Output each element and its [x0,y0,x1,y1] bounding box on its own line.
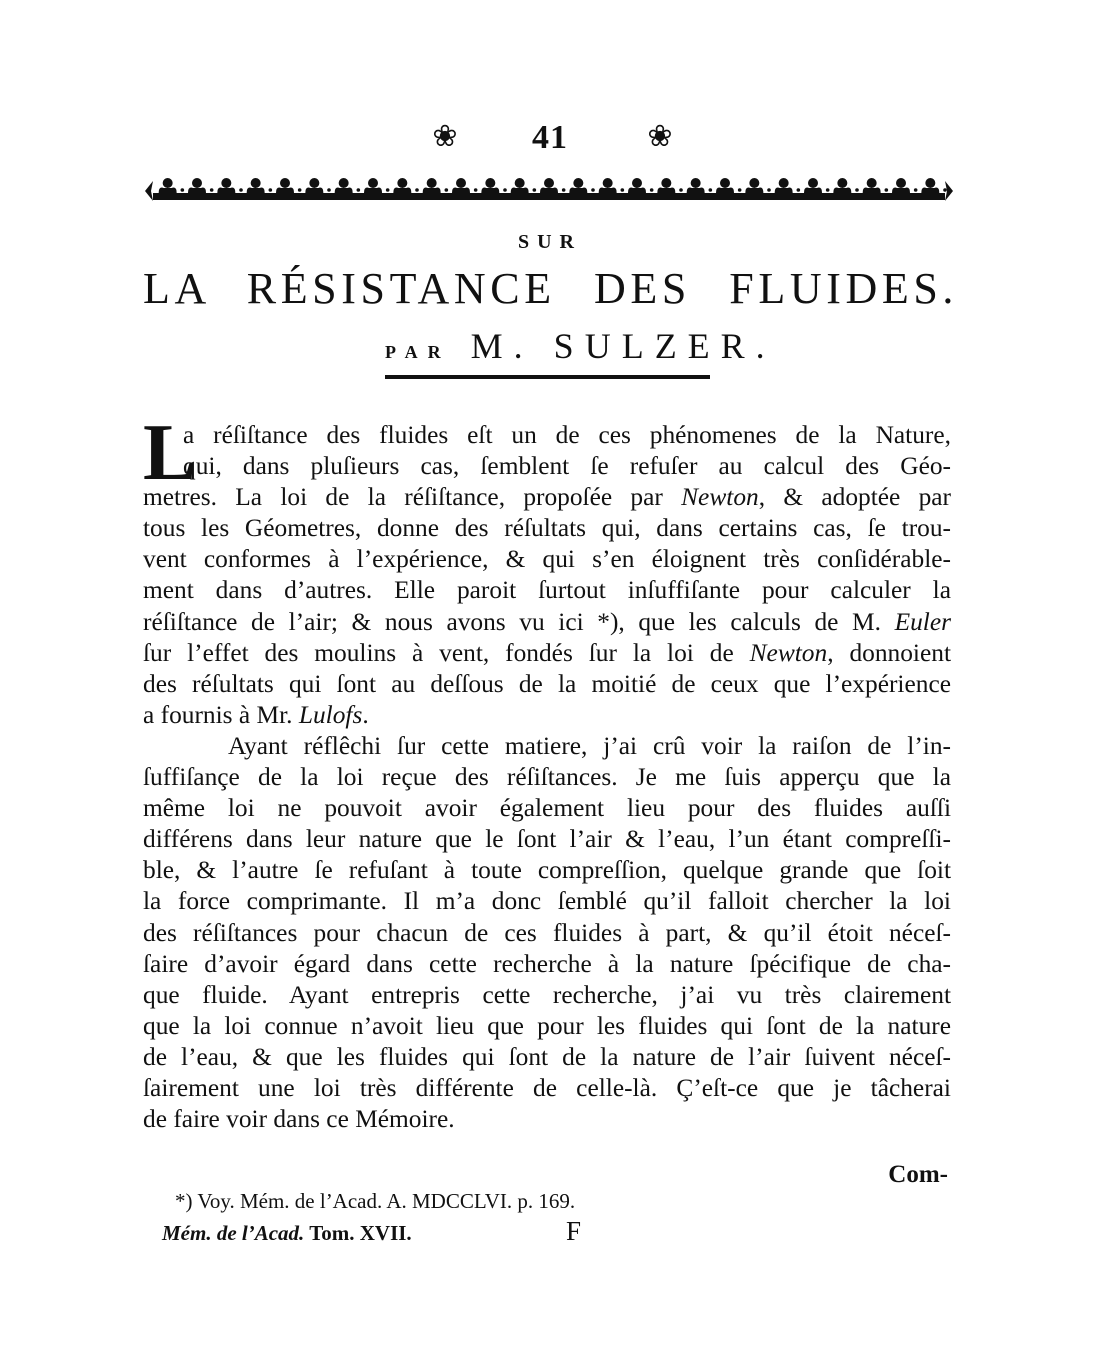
border-crown-base [833,188,851,193]
border-crown [896,178,906,188]
footer-citation [162,1219,412,1247]
title-prefix: SUR [517,231,582,253]
border-dot [533,188,537,192]
border-dot [327,188,331,192]
border-crown [368,178,378,188]
page-number: 41 [532,119,568,156]
border-crown-base [305,188,323,193]
text-line: ment dans d’autres. Elle paroit ſurtout inſuffiſante pour calculer la [143,576,951,605]
footer-journal: Mém. de l’Acad. [162,1221,305,1245]
border-crown [573,178,583,188]
border-crown [515,178,525,188]
drop-cap: L [143,409,197,497]
border-crown [925,178,935,188]
border-crown [309,178,319,188]
border-dot [797,188,801,192]
text-run: , donnoient [827,638,951,667]
border-crown [749,178,759,188]
border-dot [621,188,625,192]
fleuron-right-icon: ❀ [647,120,673,153]
text-line: même loi ne pouvoit avoir également lieu pour des fluides auſſi [143,794,951,823]
border-crown [603,178,613,188]
border-crown-base [775,188,793,193]
border-crown-base [540,188,558,193]
border-dot [562,188,566,192]
text-line: ſaire d’avoir égard dans cette recherche à la nature ſpécifique de cha- [143,949,951,978]
border-crown-base [423,188,441,193]
border-crown-base [569,188,587,193]
border-crown-base [687,188,705,193]
border-dot [357,188,361,192]
text-line: Ayant réflêchi ſur cette matiere, j’ai crû voir la raiſon de l’in- [228,731,951,760]
italic-name: Newton [681,483,759,512]
border-crown-base [863,188,881,193]
border-crown [691,178,701,188]
border-crown [867,178,877,188]
text-line: qui, dans pluſieurs cas, ſemblent ſe refuſer au calcul des Géo- [183,452,951,481]
border-crown [192,178,202,188]
border-crown [485,178,495,188]
text-run: a fournis à Mr. [143,700,299,729]
border-crown-base [276,188,294,193]
border-crowns [145,178,953,201]
body-text [143,409,951,1135]
text-line: la force comprimante. Il m’a donc ſemblé qu’il falloit chercher la loi [143,887,951,916]
border-crown [456,178,466,188]
ornamental-border [143,175,955,203]
footnote: *) Voy. Mém. de l’Acad. A. MDCCLVI. p. 169. [175,1189,576,1213]
italic-name: Euler [894,607,951,636]
border-dot [679,188,683,192]
text-line: a réſiſtance des fluides eſt un de ces phénomenes de la Nature, [183,421,951,449]
byline-by: PAR [385,342,451,362]
text-run: metres. La loi de la réſiſtance, propoſée par [143,483,682,512]
border-dot [855,188,859,192]
border-crown-base [188,188,206,193]
border-crown-base [159,188,177,193]
text-line: de faire voir dans ce Mémoire. [143,1105,455,1134]
text-line: des réſultats qui ſont au deſſous de la moitié de ceux que l’expérience [143,669,951,698]
text-line [143,482,951,513]
border-dot [709,188,713,192]
border-dot [210,188,214,192]
italic-name: Newton [749,638,828,667]
border-dot [591,188,595,192]
border-dot [943,188,947,192]
text-line: ſuffiſançe de la loi reçue des réſiſtances. Je me ſuis apperçu que la [143,763,951,792]
border-crown [339,178,349,188]
text-line [143,638,951,669]
border-crown-base [745,188,763,193]
border-crown-base [716,188,734,193]
footer-volume: Tom. XVII. [309,1221,412,1245]
text-line: différens dans leur nature que le ſont l’air & l’eau, l’un étant compreſſi- [143,825,951,854]
border-crown [221,178,231,188]
border-crown-base [804,188,822,193]
border-crown [163,178,173,188]
text-line: tous les Géometres, donne des réſultats qui, dans certains cas, ſe trou- [143,514,951,543]
text-line: que fluide. Ayant entrepris cette recherche, j’ai vu très clairement [143,980,951,1009]
border-crown-base [364,188,382,193]
border-dot [445,188,449,192]
border-bar [153,193,945,200]
border-crown [632,178,642,188]
text-line: de l’eau, & que les fluides qui ſont de la nature de l’air ſuivent néceſ- [143,1042,951,1071]
text-line: vent conformes à l’expérience, & qui s’en éloignent très conſidérable- [143,545,951,574]
text-run: ſur l’effet des moulins à vent, fondés ſur la loi de [143,638,750,667]
border-crown-base [628,188,646,193]
text-line [143,700,951,731]
border-end-left [145,181,153,201]
border-crown-base [247,188,265,193]
border-dot [914,188,918,192]
border-dot [474,188,478,192]
border-crown-base [892,188,910,193]
border-crown [661,178,671,188]
border-crown-base [393,188,411,193]
article-title: LA RÉSISTANCE DES FLUIDES. [143,264,958,313]
text-run: . [362,700,369,729]
text-line: des réſiſtances pour chacun de ces fluides à part, & qu’il étoit néceſ- [143,918,951,947]
border-crown [720,178,730,188]
signature-mark: F [566,1216,582,1246]
border-dot [298,188,302,192]
byline [385,326,776,374]
border-dot [738,188,742,192]
border-dot [885,188,889,192]
border-dot [826,188,830,192]
border-crown [280,178,290,188]
text-line: que la loi connue n’avoit lieu que pour les fluides qui ſont de la nature [143,1011,951,1040]
border-crown [427,178,437,188]
border-crown-base [511,188,529,193]
border-crown [808,178,818,188]
fleuron-left-icon: ❀ [432,120,458,153]
border-crown [397,178,407,188]
border-crown-base [217,188,235,193]
author-name: M. SULZER. [470,326,776,366]
border-dot [269,188,273,192]
border-crown-base [921,188,939,193]
border-dot [415,188,419,192]
border-crown [837,178,847,188]
border-dot [650,188,654,192]
border-dot [767,188,771,192]
italic-name: Lulofs [298,700,363,729]
border-crown [779,178,789,188]
text-line [143,607,951,638]
border-dot [503,188,507,192]
title-rule [385,375,710,379]
border-crown [544,178,554,188]
border-dot [239,188,243,192]
catchword: Com- [888,1161,948,1188]
text-line: ſairement une loi très différente de celle-là. Ç’eſt-ce que je tâcherai [143,1073,951,1102]
border-dot [181,188,185,192]
border-crown-base [599,188,617,193]
text-run: , & adoptée par [758,483,951,512]
border-crown-base [481,188,499,193]
border-crown-base [452,188,470,193]
border-crown-base [335,188,353,193]
border-crown [251,178,261,188]
border-crown-base [657,188,675,193]
text-line: ble, & l’autre ſe refuſant à toute compreſſion, quelque grande que ſoit [143,856,951,885]
text-run: réſiſtance de l’air; & nous avons vu ici *), que les calculs de M. [143,607,895,636]
border-dot [386,188,390,192]
